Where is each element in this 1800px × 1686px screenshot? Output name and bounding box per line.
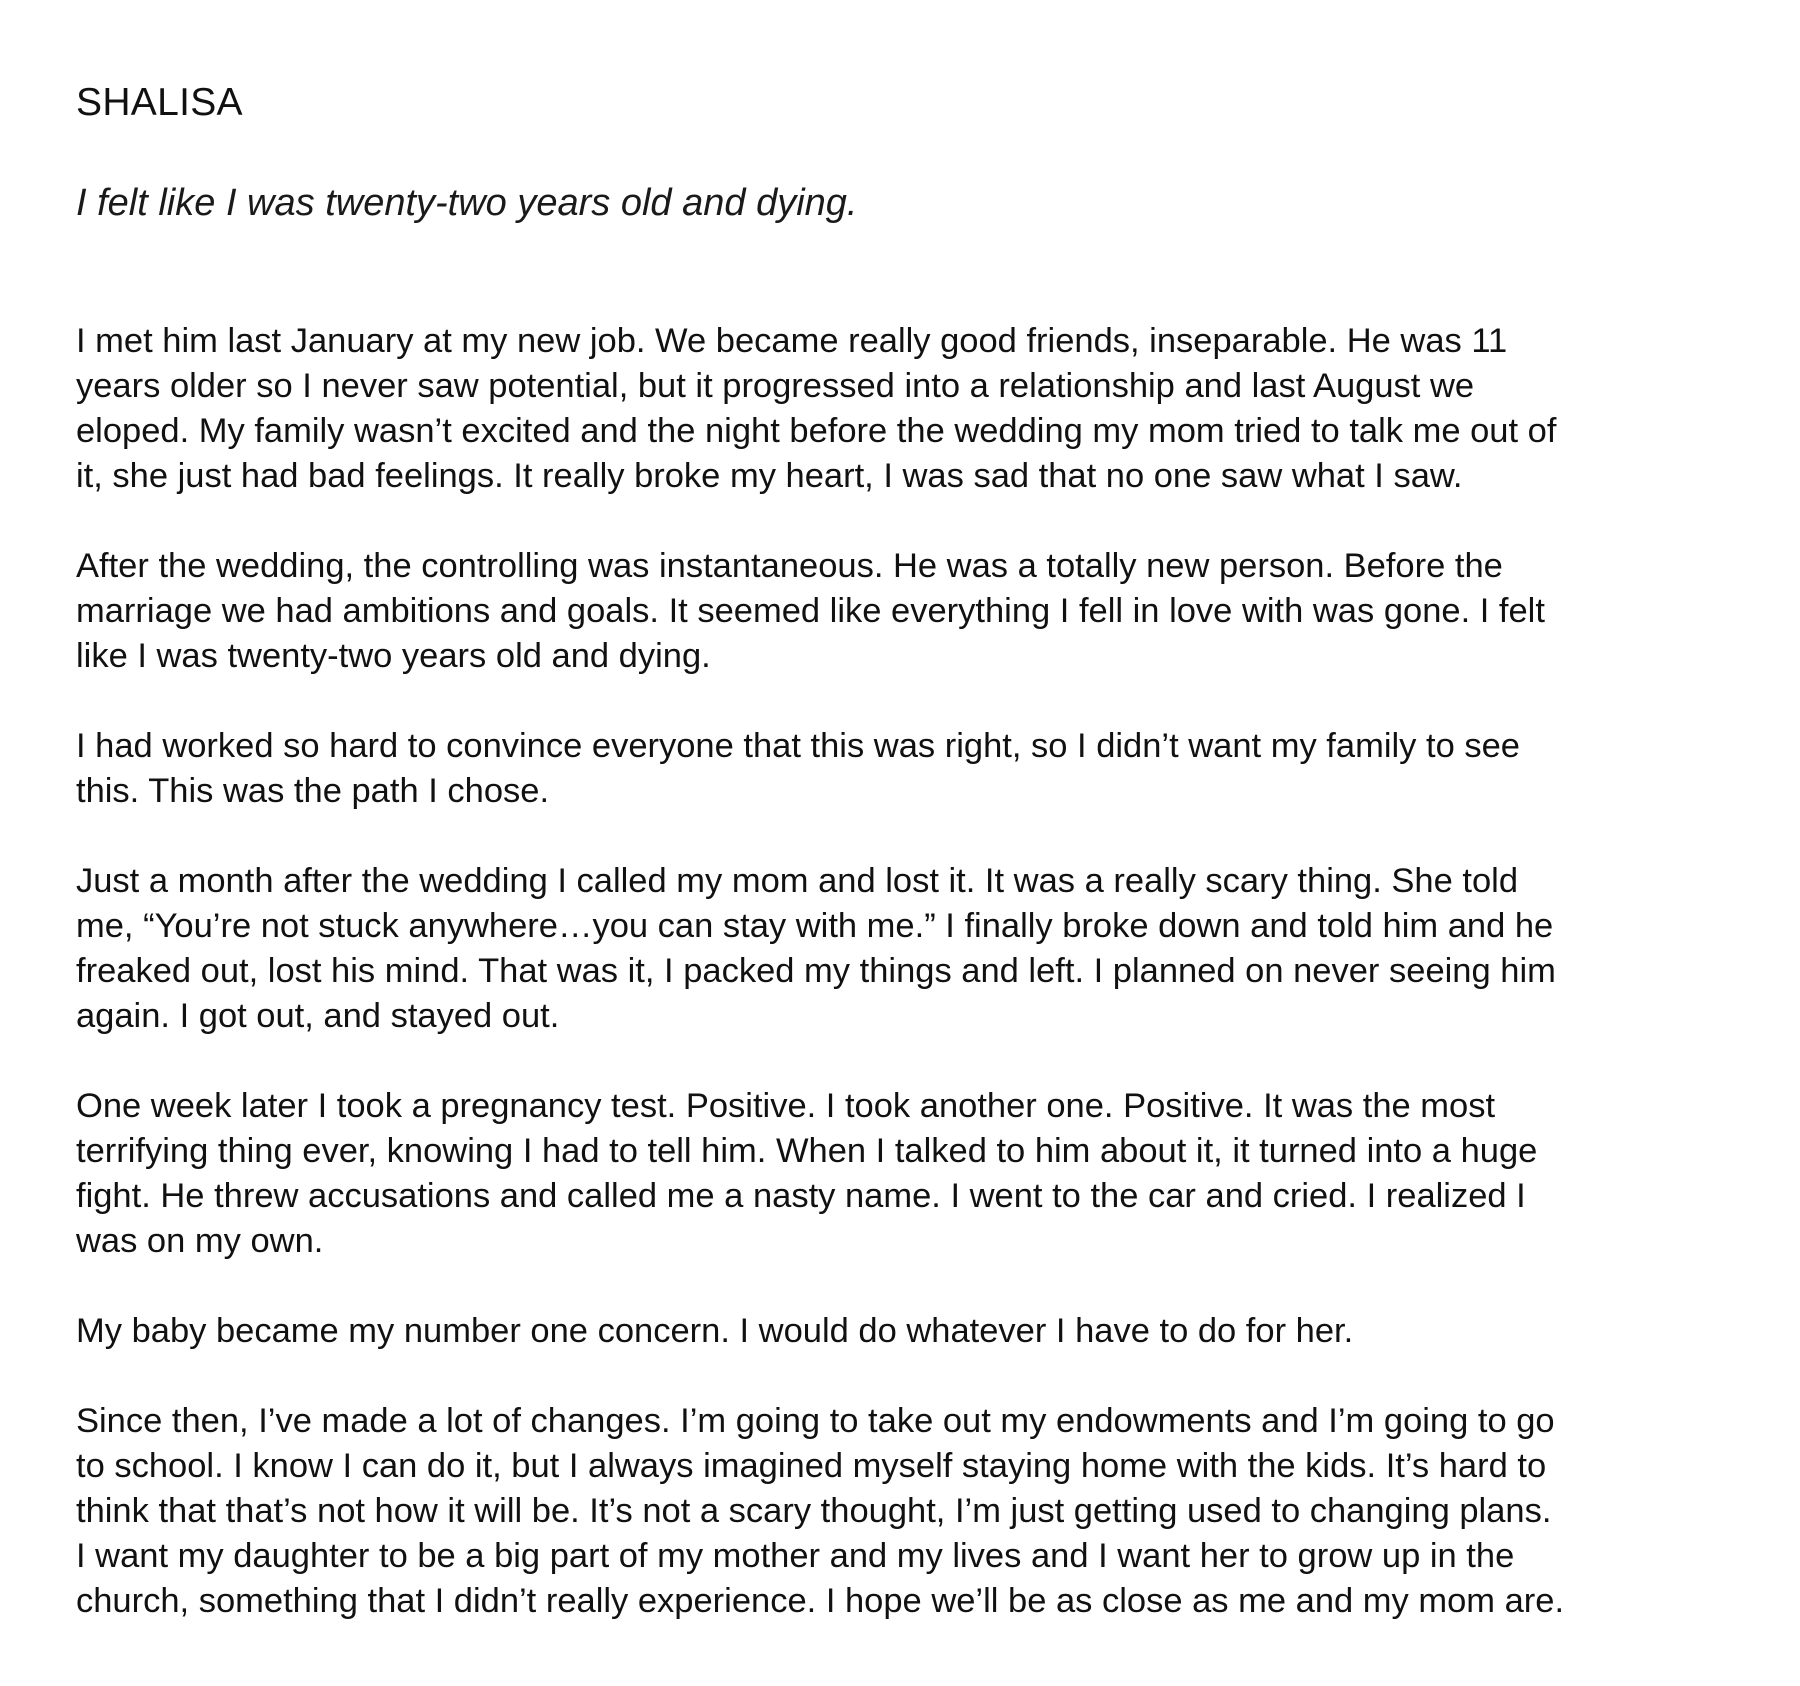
text-line: marriage we had ambitions and goals. It seemed like everything I fell in love with was gone. I felt (76, 592, 1545, 630)
text-line: My baby became my number one concern. I would do whatever I have to do for her. (76, 1312, 1354, 1350)
text-line: it, she just had bad feelings. It really broke my heart, I was sad that no one saw what I saw. (76, 457, 1463, 495)
story-title: SHALISA (76, 81, 243, 124)
pull-quote: I felt like I was twenty-two years old and dying. (76, 182, 858, 224)
paragraph (76, 1309, 1756, 1354)
text-line: eloped. My family wasn’t excited and the night before the wedding my mom tried to talk me out of (76, 412, 1557, 450)
text-line: fight. He threw accusations and called me a nasty name. I went to the car and cried. I realized I (76, 1177, 1526, 1215)
paragraph (76, 544, 1756, 679)
text-line: After the wedding, the controlling was instantaneous. He was a totally new person. Before the (76, 547, 1503, 585)
paragraph (76, 1084, 1756, 1264)
text-line: Since then, I’ve made a lot of changes. I’m going to take out my endowments and I’m going to go (76, 1402, 1555, 1440)
text-line: me, “You’re not stuck anywhere…you can stay with me.” I finally broke down and told him and he (76, 907, 1554, 945)
text-line: again. I got out, and stayed out. (76, 997, 560, 1035)
story-body (76, 319, 1756, 1669)
text-line: freaked out, lost his mind. That was it, I packed my things and left. I planned on never seeing him (76, 952, 1556, 990)
text-line: terrifying thing ever, knowing I had to tell him. When I talked to him about it, it turned into a huge (76, 1132, 1538, 1170)
paragraph (76, 1399, 1756, 1624)
paragraph (76, 724, 1756, 814)
text-line: Just a month after the wedding I called my mom and lost it. It was a really scary thing. She told (76, 862, 1519, 900)
text-line: I met him last January at my new job. We became really good friends, inseparable. He was 11 (76, 322, 1508, 360)
text-line: I want my daughter to be a big part of my mother and my lives and I want her to grow up in the (76, 1537, 1515, 1575)
paragraph (76, 859, 1756, 1039)
paragraph (76, 319, 1756, 499)
text-line: One week later I took a pregnancy test. Positive. I took another one. Positive. It was the most (76, 1087, 1496, 1125)
text-line: I had worked so hard to convince everyone that this was right, so I didn’t want my family to see (76, 727, 1520, 765)
text-line: to school. I know I can do it, but I always imagined myself staying home with the kids. It’s hard to (76, 1447, 1547, 1485)
text-line: years older so I never saw potential, but it progressed into a relationship and last August we (76, 367, 1475, 405)
text-line: like I was twenty-two years old and dying. (76, 637, 711, 675)
text-line: think that that’s not how it will be. It’s not a scary thought, I’m just getting used to changing plans. (76, 1492, 1552, 1530)
text-line: this. This was the path I chose. (76, 772, 550, 810)
text-line: church, something that I didn’t really experience. I hope we’ll be as close as me and my mom are. (76, 1582, 1565, 1620)
text-line: was on my own. (76, 1222, 324, 1260)
